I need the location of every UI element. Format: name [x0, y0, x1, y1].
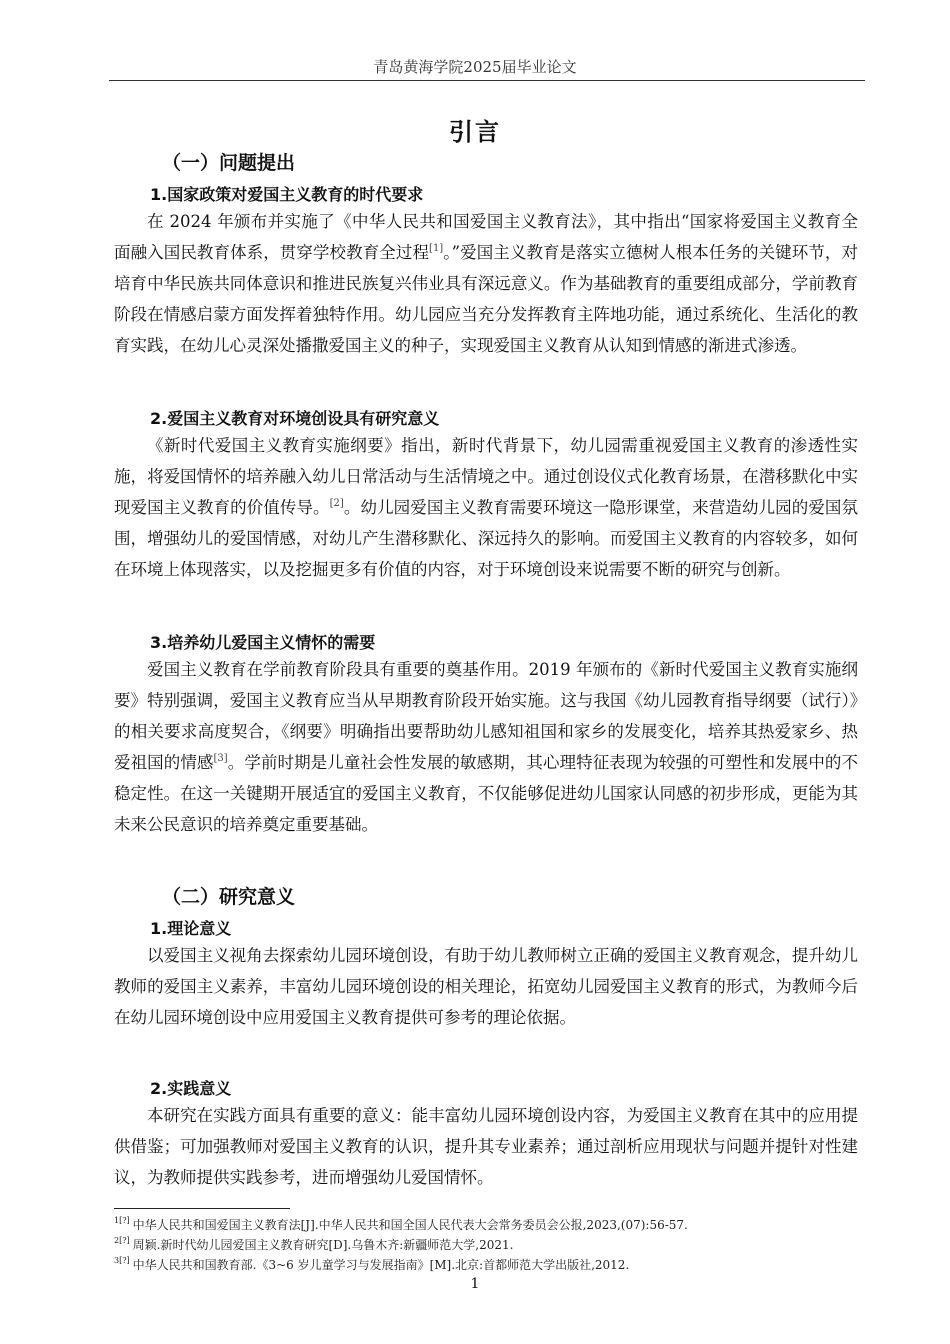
footnote-3 — [114, 1256, 629, 1273]
subsection-heading-practice: 2.实践意义 — [150, 1079, 232, 1098]
footnote-text: 中华人民共和国爱国主义教育法[J].中华人民共和国全国人民代表大会常务委员会公报,2023,(07):56-57. — [132, 1218, 688, 1232]
subsection-heading-policy: 1.国家政策对爱国主义教育的时代要求 — [150, 185, 424, 204]
paragraph-text: 。学前时期是儿童社会性发展的敏感期，其心理特征表现为较强的可塑性和发展中的不稳定性。在这一关键期开展适宜的爱国主义教育，不仅能够促进幼儿国家认同感的初步形成，更能为其未来公民意识的培养奠定重要基础。 — [114, 753, 859, 834]
paragraph-text: 《新时代爱国主义教育实施纲要》指出，新时代背景下，幼儿园需重视爱国主义教育的渗透性实施，将爱国情怀的培养融入幼儿日常活动与生活情境之中。通过创设仪式化教育场景，在潜移默化中实现爱国主义教育的价值传导。 — [114, 436, 858, 517]
footnote-2 — [114, 1236, 513, 1253]
section-heading-problem: （一）问题提出 — [162, 152, 296, 174]
page-title: 引言 — [449, 118, 501, 146]
footnote-text: 周颖.新时代幼儿园爱国主义教育研究[D].乌鲁木齐:新疆师范大学,2021. — [132, 1238, 514, 1252]
citation-ref-1: [1] — [429, 243, 444, 254]
running-header: 青岛黄海学院2025届毕业论文 — [373, 58, 577, 76]
page-number: 1 — [470, 1276, 480, 1292]
paragraph-cultivation — [114, 654, 858, 840]
subsection-heading-theory: 1.理论意义 — [150, 919, 232, 938]
paragraph-theory: 以爱国主义视角去探索幼儿园环境创设，有助于幼儿教师树立正确的爱国主义教育观念，提升幼儿教师的爱国主义素养，丰富幼儿园环境创设的相关理论，拓宽幼儿园爱国主义教育的形式，为教师今后在幼儿园环境创设中应用爱国主义教育提供可参考的理论依据。 — [114, 946, 858, 1027]
header-rule — [109, 80, 865, 81]
paragraph-practice: 本研究在实践方面具有重要的意义：能丰富幼儿园环境创设内容，为爱国主义教育在其中的应用提供借鉴；可加强教师对爱国主义教育的认识，提升其专业素养；通过剖析应用现状与问题并提针对性建议，为教师提供实践参考，进而增强幼儿爱国情怀。 — [114, 1106, 858, 1187]
paragraph-text: 在 2024 年颁布并实施了《中华人民共和国爱国主义教育法》，其中指出“国家将爱国主义教育全面融入国民教育体系，贯穿学校教育全过程 — [114, 212, 858, 262]
paragraph-text: 。”爱国主义教育是落实立德树人根本任务的关键环节，对培育中华民族共同体意识和推进民族复兴伟业具有深远意义。作为基础教育的重要组成部分，学前教育阶段在情感启蒙方面发挥着独特作用。幼儿园应当充分发挥教育主阵地功能，通过系统化、生活化的教育实践，在幼儿心灵深处播撒爱国主义的种子，实现爱国主义教育从认知到情感的渐进式渗透。 — [114, 243, 859, 355]
subsection-heading-environment: 2.爱国主义教育对环境创设具有研究意义 — [150, 409, 440, 428]
citation-ref-3: [3] — [213, 753, 228, 764]
paragraph-policy — [114, 206, 858, 361]
subsection-heading-cultivation: 3.培养幼儿爱国主义情怀的需要 — [150, 633, 376, 652]
paragraph-text: 爱国主义教育在学前教育阶段具有重要的奠基作用。2019 年颁布的《新时代爱国主义教育实施纲要》特别强调，爱国主义教育应当从早期教育阶段开始实施。这与我国《幼儿园教育指导纲要（试行）》的相关要求高度契合，《纲要》明确指出要帮助幼儿感知祖国和家乡的发展变化，培养其热爱家乡、热爱祖国的情感 — [114, 660, 858, 772]
citation-ref-2: [2] — [329, 498, 344, 509]
footnote-separator — [114, 1208, 290, 1209]
footnote-1 — [114, 1216, 688, 1233]
paragraph-environment — [114, 430, 858, 585]
footnote-mark: 3[?] — [114, 1256, 130, 1265]
footnote-mark: 2[?] — [114, 1236, 130, 1245]
section-heading-significance: （二）研究意义 — [162, 886, 296, 908]
paragraph-text: 。幼儿园爱国主义教育需要环境这一隐形课堂，来营造幼儿园的爱国氛围，增强幼儿的爱国情感，对幼儿产生潜移默化、深远持久的影响。而爱国主义教育的内容较多，如何在环境上体现落实，以及挖掘更多有价值的内容，对于环境创设来说需要不断的研究与创新。 — [114, 498, 859, 579]
footnote-mark: 1[?] — [114, 1216, 130, 1225]
footnote-text: 中华人民共和国教育部.《3~6 岁儿童学习与发展指南》[M].北京:首都师范大学出版社,2012. — [132, 1258, 630, 1272]
